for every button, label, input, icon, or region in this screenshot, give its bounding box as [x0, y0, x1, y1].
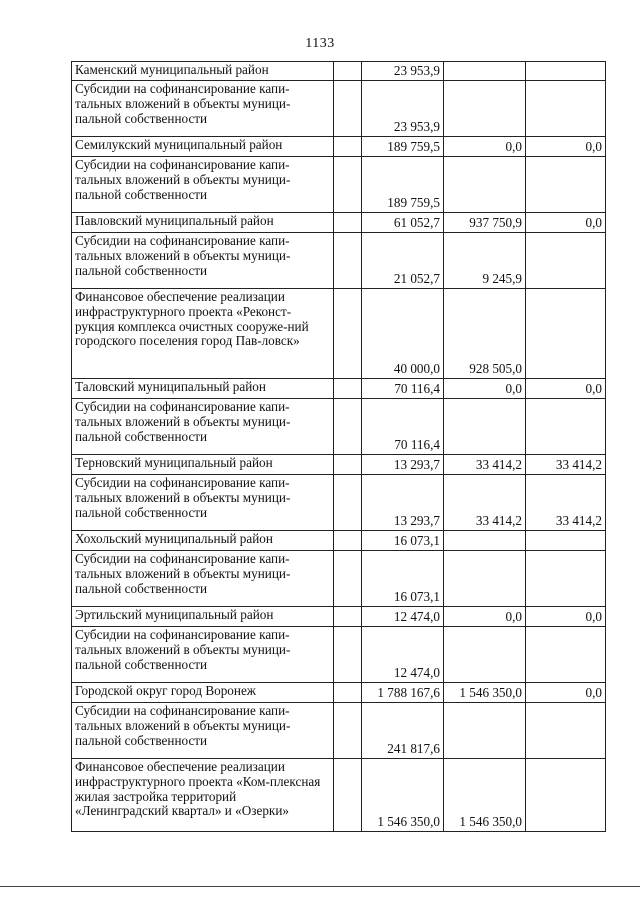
table-row [72, 233, 606, 289]
row-name-cell: Терновский муниципальный район [72, 455, 334, 474]
blank-cell [334, 531, 362, 550]
row-name-cell: Хохольский муниципальный район [72, 531, 334, 550]
blank-cell [334, 551, 362, 606]
blank-cell [334, 289, 362, 378]
value-cell-2 [444, 703, 526, 758]
blank-cell [334, 157, 362, 212]
blank-cell [334, 137, 362, 156]
value-cell-3 [526, 759, 606, 831]
table-row [72, 289, 606, 379]
value-cell-2 [444, 81, 526, 136]
row-name-cell: Таловский муниципальный район [72, 379, 334, 398]
row-name-cell: Субсидии на софинансирование капи-тальных вложений в объекты муници-пальной собственности [72, 551, 334, 606]
table-row [72, 455, 606, 475]
value-cell-3: 0,0 [526, 607, 606, 626]
blank-cell [334, 607, 362, 626]
value-cell-3 [526, 399, 606, 454]
row-name-cell: Субсидии на софинансирование капи-тальных вложений в объекты муници-пальной собственности [72, 233, 334, 288]
table-row [72, 551, 606, 607]
value-cell-2 [444, 157, 526, 212]
value-cell-2 [444, 531, 526, 550]
table-row [72, 703, 606, 759]
table-row [72, 379, 606, 399]
value-cell-2 [444, 62, 526, 80]
value-cell-1: 1 788 167,6 [362, 683, 444, 702]
value-cell-1: 12 474,0 [362, 607, 444, 626]
value-cell-3 [526, 627, 606, 682]
value-cell-3 [526, 551, 606, 606]
value-cell-2: 928 505,0 [444, 289, 526, 378]
value-cell-3: 33 414,2 [526, 455, 606, 474]
value-cell-1: 241 817,6 [362, 703, 444, 758]
table-row [72, 607, 606, 627]
value-cell-1: 23 953,9 [362, 62, 444, 80]
value-cell-2: 1 546 350,0 [444, 759, 526, 831]
value-cell-1: 61 052,7 [362, 213, 444, 232]
value-cell-1: 16 073,1 [362, 551, 444, 606]
table-row [72, 157, 606, 213]
value-cell-1: 21 052,7 [362, 233, 444, 288]
value-cell-3: 33 414,2 [526, 475, 606, 530]
table-row [72, 213, 606, 233]
value-cell-3 [526, 289, 606, 378]
table-row [72, 531, 606, 551]
value-cell-1: 70 116,4 [362, 399, 444, 454]
row-name-cell: Каменский муниципальный район [72, 62, 334, 80]
value-cell-2: 9 245,9 [444, 233, 526, 288]
value-cell-1: 189 759,5 [362, 157, 444, 212]
blank-cell [334, 455, 362, 474]
blank-cell [334, 233, 362, 288]
value-cell-2 [444, 399, 526, 454]
row-name-cell: Павловский муниципальный район [72, 213, 334, 232]
value-cell-2: 0,0 [444, 379, 526, 398]
row-name-cell: Эртильский муниципальный район [72, 607, 334, 626]
row-name-cell: Субсидии на софинансирование капи-тальных вложений в объекты муници-пальной собственности [72, 627, 334, 682]
value-cell-1: 40 000,0 [362, 289, 444, 378]
value-cell-1: 13 293,7 [362, 455, 444, 474]
blank-cell [334, 683, 362, 702]
row-name-cell: Семилукский муниципальный район [72, 137, 334, 156]
table-row [72, 759, 606, 832]
blank-cell [334, 213, 362, 232]
table-row [72, 627, 606, 683]
value-cell-1: 1 546 350,0 [362, 759, 444, 831]
value-cell-2 [444, 551, 526, 606]
value-cell-3: 0,0 [526, 379, 606, 398]
value-cell-3 [526, 157, 606, 212]
value-cell-2: 1 546 350,0 [444, 683, 526, 702]
value-cell-2: 0,0 [444, 607, 526, 626]
row-name-cell: Субсидии на софинансирование капи-тальных вложений в объекты муници-пальной собственности [72, 475, 334, 530]
row-name-cell: Субсидии на софинансирование капи-тальных вложений в объекты муници-пальной собственности [72, 703, 334, 758]
value-cell-1: 12 474,0 [362, 627, 444, 682]
blank-cell [334, 627, 362, 682]
value-cell-1: 23 953,9 [362, 81, 444, 136]
table-row [72, 475, 606, 531]
page-number: 1133 [305, 36, 335, 51]
value-cell-3 [526, 703, 606, 758]
blank-cell [334, 379, 362, 398]
value-cell-2: 33 414,2 [444, 475, 526, 530]
row-name-cell: Субсидии на софинансирование капи-тальных вложений в объекты муници-пальной собственности [72, 81, 334, 136]
value-cell-3: 0,0 [526, 137, 606, 156]
table-row [72, 62, 606, 81]
value-cell-3 [526, 233, 606, 288]
value-cell-2: 937 750,9 [444, 213, 526, 232]
value-cell-1: 16 073,1 [362, 531, 444, 550]
value-cell-2: 0,0 [444, 137, 526, 156]
row-name-cell: Финансовое обеспечение реализации инфраструктурного проекта «Реконст-рукция комплекса очистных сооруже-ний городского поселения город Пав-ловск» [72, 289, 334, 378]
row-name-cell: Финансовое обеспечение реализации инфраструктурного проекта «Ком-плексная жилая застройка территорий «Ленинградский квартал» и «Озерки» [72, 759, 334, 831]
blank-cell [334, 703, 362, 758]
value-cell-3: 0,0 [526, 213, 606, 232]
row-name-cell: Субсидии на софинансирование капи-тальных вложений в объекты муници-пальной собственности [72, 157, 334, 212]
footer-rule [0, 886, 640, 887]
budget-table [71, 61, 606, 832]
blank-cell [334, 399, 362, 454]
value-cell-3 [526, 81, 606, 136]
blank-cell [334, 62, 362, 80]
value-cell-3 [526, 62, 606, 80]
blank-cell [334, 475, 362, 530]
value-cell-1: 70 116,4 [362, 379, 444, 398]
table-row [72, 81, 606, 137]
value-cell-1: 189 759,5 [362, 137, 444, 156]
value-cell-1: 13 293,7 [362, 475, 444, 530]
value-cell-2: 33 414,2 [444, 455, 526, 474]
value-cell-3: 0,0 [526, 683, 606, 702]
table-row [72, 399, 606, 455]
value-cell-3 [526, 531, 606, 550]
row-name-cell: Городской округ город Воронеж [72, 683, 334, 702]
row-name-cell: Субсидии на софинансирование капи-тальных вложений в объекты муници-пальной собственности [72, 399, 334, 454]
blank-cell [334, 759, 362, 831]
table-row [72, 137, 606, 157]
table-row [72, 683, 606, 703]
value-cell-2 [444, 627, 526, 682]
blank-cell [334, 81, 362, 136]
